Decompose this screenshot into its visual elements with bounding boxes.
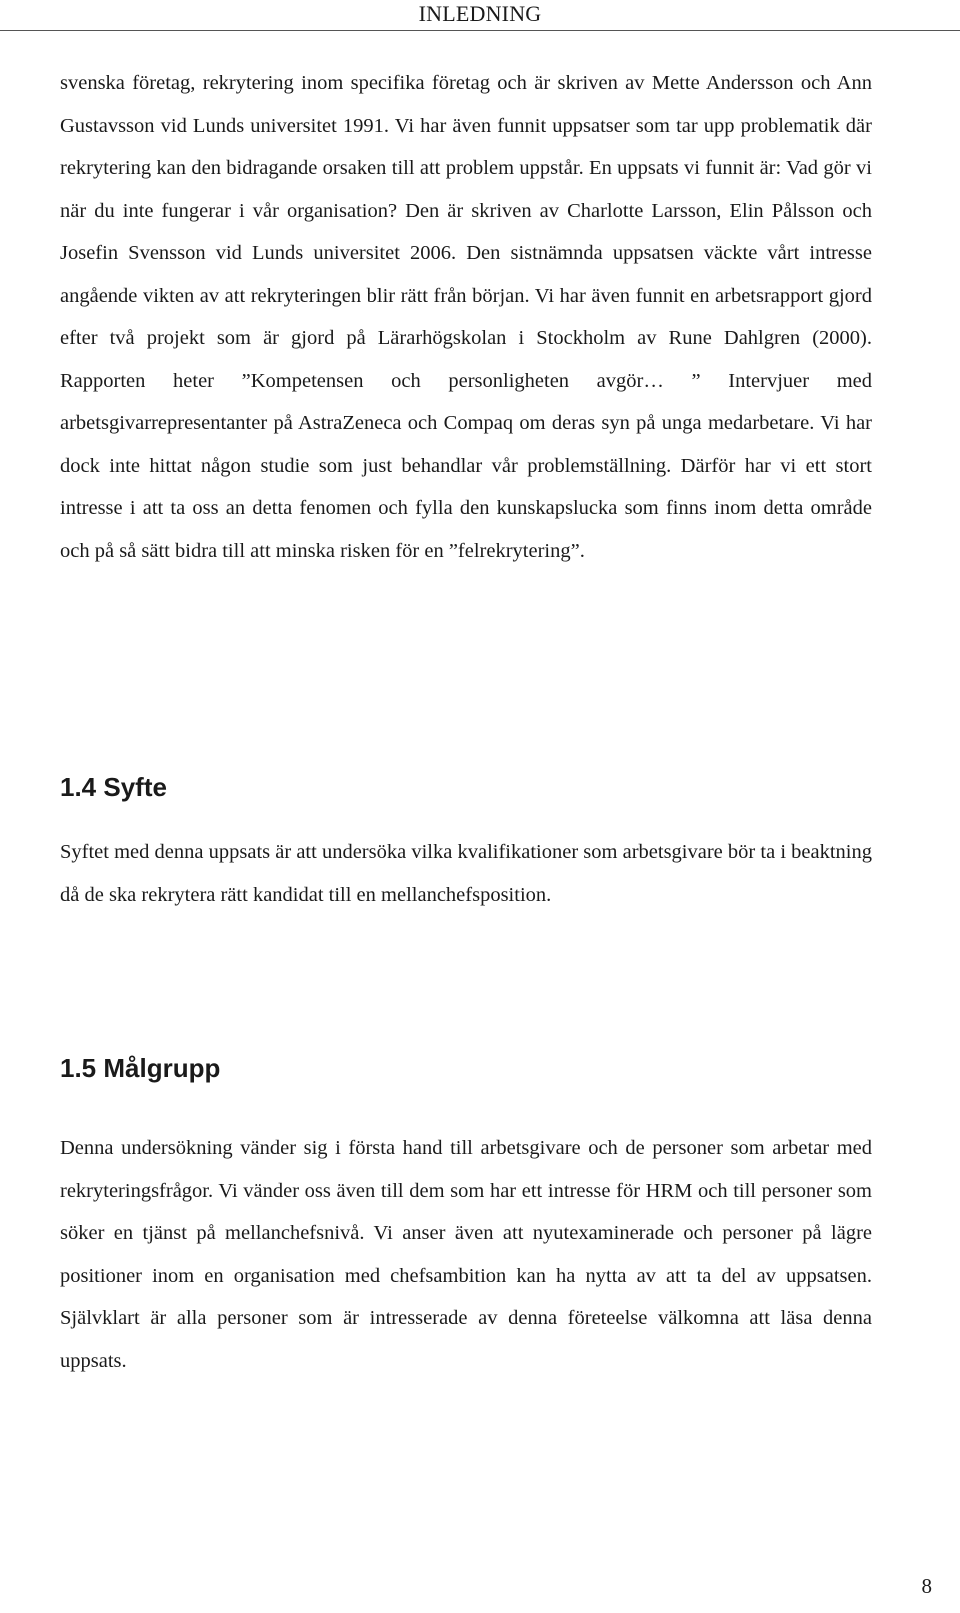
intro-paragraph: svenska företag, rekrytering inom specifika företag och är skriven av Mette Andersson och Ann Gustavsson vid Lunds universitet 1991. Vi har även funnit uppsatser som tar upp problematik där rekrytering kan den bidragande orsaken till att problem uppstår. En uppsats vi funnit är: Vad gör vi när du inte fungerar i vår organisation? Den är skriven av Charlotte Larsson, Elin Pålsson och Josefin Svensson vid Lunds universitet 2006. Den sistnämnda uppsatsen väckte vårt intresse angående vikten av att rekryteringen blir rätt från början. Vi har även funnit en arbetsrapport gjord efter två projekt som är gjord på Lärarhögskolan i Stockholm av Rune Dahlgren (2000). Rapporten heter ”Kompetensen och personligheten avgör… ” Intervjuer med arbetsgivarrepresentanter på AstraZeneca och Compaq om deras syn på unga medarbetare. Vi har dock inte hittat någon studie som just behandlar vår problemställning. Därför har vi ett stort intresse i att ta oss an detta fenomen och fylla den kunskapslucka som finns inom detta område och på så sätt bidra till att minska risken för en ”felrekrytering”. [60, 72, 872, 562]
section-heading-syfte: 1.4 Syfte [60, 772, 167, 802]
running-header [0, 0, 960, 31]
running-header-title: INLEDNING [418, 1, 542, 26]
page-number: 8 [921, 1574, 932, 1598]
section-heading-malgrupp: 1.5 Målgrupp [60, 1053, 221, 1083]
malgrupp-paragraph: Denna undersökning vänder sig i första hand till arbetsgivare och de personer som arbetar med rekryteringsfrågor. Vi vänder oss även till dem som har ett intresse för HRM och till personer som söker en tjänst på mellanchefsnivå. Vi anser även att nyutexaminerade och personer på lägre positioner inom en organisation med chefsambition kan ha nytta av att ta del av uppsatsen. Självklart är alla personer som är intresserade av denna företeelse välkomna att läsa denna uppsats. [60, 1137, 872, 1372]
syfte-paragraph: Syftet med denna uppsats är att undersöka vilka kvalifikationer som arbetsgivare bör ta i beaktning då de ska rekrytera rätt kandidat till en mellanchefsposition. [60, 841, 872, 906]
